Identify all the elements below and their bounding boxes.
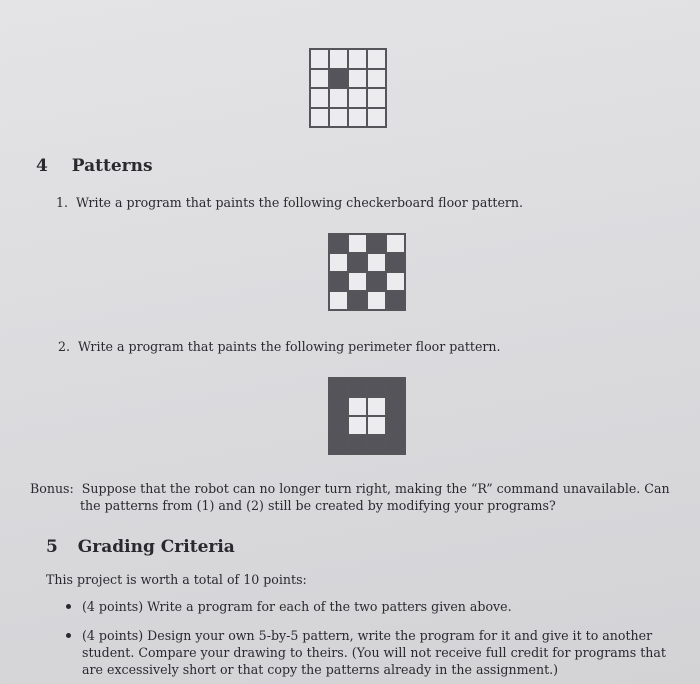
bullet-2-dot xyxy=(66,633,71,638)
grid-cell xyxy=(329,108,348,128)
bullet-1-dot xyxy=(66,604,71,609)
grid-cell xyxy=(386,234,405,253)
bonus-line-1: Bonus: Suppose that the robot can no longer turn right, making the “R” command unavailable. Can xyxy=(30,481,670,496)
grid-cell xyxy=(367,49,386,69)
grid-cell xyxy=(348,416,367,435)
grid-cell xyxy=(329,397,348,416)
bonus-line-2: the patterns from (1) and (2) still be created by modifying your programs? xyxy=(80,498,556,513)
grid-cell xyxy=(329,49,348,69)
grid-cell xyxy=(329,253,348,272)
section-4-number: 4 xyxy=(36,156,48,176)
grid-cell xyxy=(348,88,367,108)
grid-cell xyxy=(310,108,329,128)
bullet-2: (4 points) Design your own 5-by-5 pattern, write the program for it and give it to another student. Compare your drawing to theirs. (You will not receive full credit for programs that are excessively short or that copy the patterns already in the assignment.) xyxy=(82,628,666,677)
grid-cell xyxy=(310,49,329,69)
grid-cell xyxy=(367,108,386,128)
grid-cell xyxy=(367,272,386,291)
grid-cell xyxy=(367,69,386,89)
grid-cell xyxy=(329,435,348,454)
bonus-label: Bonus: xyxy=(30,481,74,496)
section-5-title: Grading Criteria xyxy=(77,537,235,557)
grid-cell xyxy=(329,378,348,397)
item-1 xyxy=(56,194,523,211)
grid-cell xyxy=(348,108,367,128)
grid-cell xyxy=(348,435,367,454)
grid-cell xyxy=(367,291,386,310)
grid-cell xyxy=(348,253,367,272)
grid-cell xyxy=(386,378,405,397)
section-4-title: Patterns xyxy=(71,156,153,176)
section-5-number: 5 xyxy=(46,537,58,557)
grid-cell xyxy=(329,69,348,89)
grid-cell xyxy=(348,397,367,416)
item-2-text: Write a program that paints the following perimeter floor pattern. xyxy=(78,339,501,354)
grid-cell xyxy=(348,291,367,310)
perimeter-grid-figure xyxy=(328,377,406,455)
grid-cell xyxy=(329,416,348,435)
section-5-heading xyxy=(46,537,235,557)
grid-cell xyxy=(386,397,405,416)
grid-cell xyxy=(367,88,386,108)
item-1-number: 1. xyxy=(56,195,69,210)
grid-cell xyxy=(367,253,386,272)
grid-cell xyxy=(367,234,386,253)
bullet-1: (4 points) Write a program for each of the two patters given above. xyxy=(82,599,512,614)
item-2 xyxy=(58,338,501,355)
grid-cell xyxy=(310,88,329,108)
checkerboard-grid-figure xyxy=(328,233,406,311)
item-2-number: 2. xyxy=(58,339,71,354)
grid-cell xyxy=(329,291,348,310)
grid-cell xyxy=(367,416,386,435)
grid-cell xyxy=(386,253,405,272)
grid-cell xyxy=(329,272,348,291)
grid-cell xyxy=(367,378,386,397)
grid-cell xyxy=(348,378,367,397)
grid-cell xyxy=(386,416,405,435)
grid-cell xyxy=(348,49,367,69)
grid-cell xyxy=(348,272,367,291)
grid-cell xyxy=(329,88,348,108)
grading-intro: This project is worth a total of 10 points: xyxy=(46,572,307,587)
grid-cell xyxy=(329,234,348,253)
grid-cell xyxy=(367,435,386,454)
grid-cell xyxy=(386,272,405,291)
grid-cell xyxy=(348,234,367,253)
grid-cell xyxy=(386,435,405,454)
grid-cell xyxy=(348,69,367,89)
grid-cell xyxy=(310,69,329,89)
top-grid-figure xyxy=(309,48,387,128)
grid-cell xyxy=(386,291,405,310)
section-4-heading xyxy=(36,156,153,176)
grid-cell xyxy=(367,397,386,416)
item-1-text: Write a program that paints the following checkerboard floor pattern. xyxy=(76,195,524,210)
bonus-paragraph xyxy=(30,480,670,514)
